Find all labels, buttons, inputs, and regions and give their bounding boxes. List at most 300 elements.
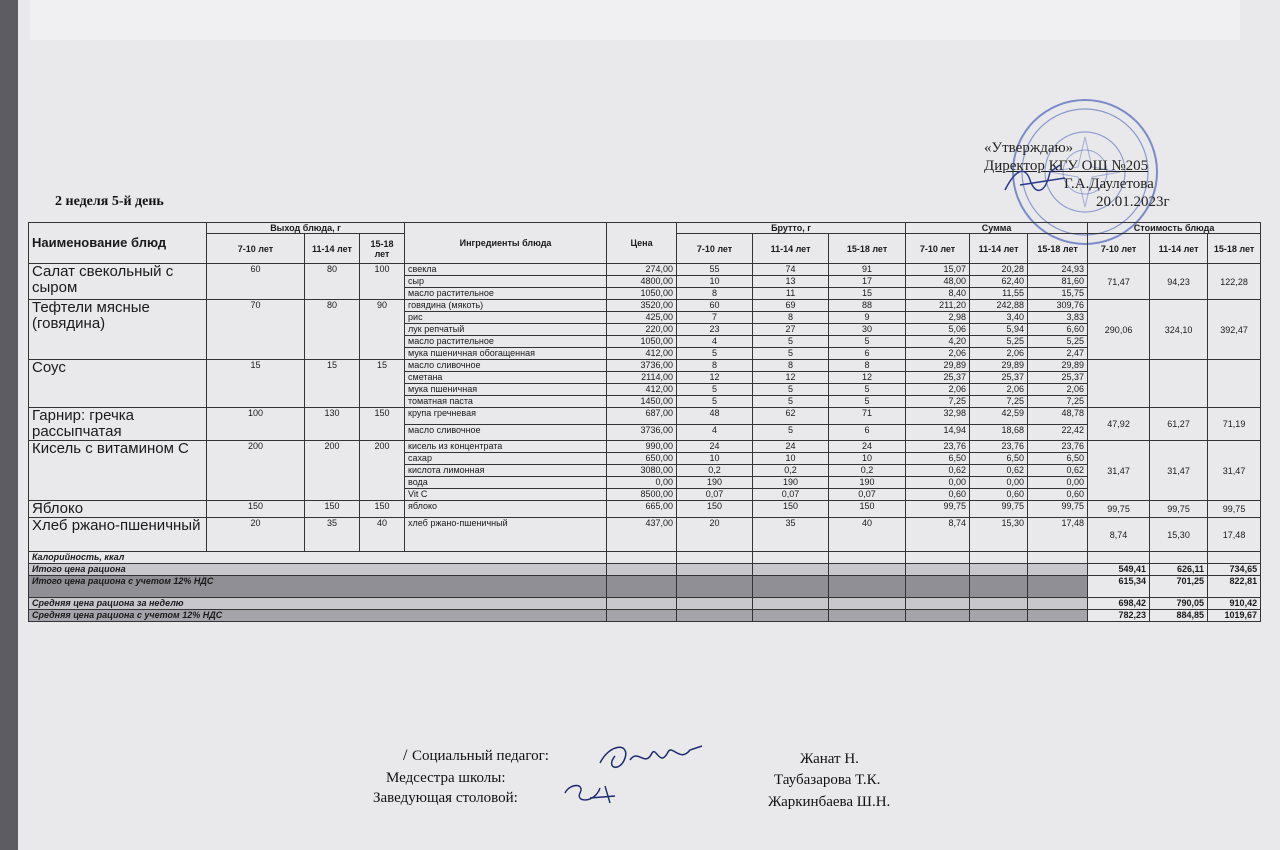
header-out-age2: 11-14 лет [305, 234, 360, 264]
sum-age1: 25,37 [906, 372, 970, 384]
dish-output-age2: 15 [305, 360, 360, 408]
brutto-age1: 4 [677, 336, 753, 348]
signature-name-3: Жаркинбаева Ш.Н. [768, 794, 891, 810]
ingredient-price: 3736,00 [607, 360, 677, 372]
sum-age3: 99,75 [1028, 501, 1088, 518]
summary-empty-cell [677, 610, 753, 622]
table-row [29, 501, 1261, 518]
brutto-age1: 48 [677, 408, 753, 425]
brutto-age2: 13 [753, 276, 829, 288]
brutto-age1: 20 [677, 518, 753, 552]
dish-name: Гарнир: гречка рассыпчатая [29, 408, 207, 441]
day-title: 2 неделя 5-й день [55, 194, 164, 209]
summary-empty-cell [677, 576, 753, 598]
ingredient-name: масло растительное [405, 336, 607, 348]
dish-output-age3: 150 [360, 501, 405, 518]
brutto-age2: 69 [753, 300, 829, 312]
dish-output-age1: 60 [207, 264, 305, 300]
ingredient-price: 437,00 [607, 518, 677, 552]
brutto-age1: 60 [677, 300, 753, 312]
header-cost-age1: 7-10 лет [1088, 234, 1150, 264]
signature-role-1: Социальный педагог: [412, 748, 549, 764]
sum-age2: 15,30 [970, 518, 1028, 552]
sum-age3: 2,06 [1028, 384, 1088, 396]
dish-cost-age1: 99,75 [1088, 501, 1150, 518]
sum-age3: 0,60 [1028, 489, 1088, 501]
ingredient-name: масло сливочное [405, 424, 607, 441]
brutto-age1: 23 [677, 324, 753, 336]
ingredient-name: мука пшеничная [405, 384, 607, 396]
signature-role-2: Медсестра школы: [386, 770, 506, 786]
brutto-age3: 8 [829, 360, 906, 372]
header-price: Цена [607, 223, 677, 264]
approval-line1: «Утверждаю» [984, 140, 1074, 156]
header-dish-name: Наименование блюд [29, 223, 207, 264]
header-brutto-age2: 11-14 лет [753, 234, 829, 264]
sum-age2: 5,25 [970, 336, 1028, 348]
approval-line4: 20.01.2023г [1096, 194, 1170, 210]
ingredient-price: 3736,00 [607, 424, 677, 441]
summary-label: Калорийность, ккал [29, 552, 607, 564]
dish-output-age2: 80 [305, 300, 360, 360]
brutto-age1: 150 [677, 501, 753, 518]
brutto-age2: 5 [753, 396, 829, 408]
summary-empty-cell [753, 576, 829, 598]
brutto-age3: 0,07 [829, 489, 906, 501]
summary-value-age3: 822,81 [1208, 576, 1261, 598]
brutto-age1: 8 [677, 360, 753, 372]
header-sum-age1: 7-10 лет [906, 234, 970, 264]
sum-age3: 23,76 [1028, 441, 1088, 453]
dish-output-age2: 150 [305, 501, 360, 518]
sum-age3: 2,47 [1028, 348, 1088, 360]
brutto-age2: 5 [753, 336, 829, 348]
ingredient-name: лук репчатый [405, 324, 607, 336]
dish-output-age3: 15 [360, 360, 405, 408]
social-pedagogue-signature [590, 738, 710, 783]
summary-empty-cell [753, 564, 829, 576]
summary-empty-cell [753, 552, 829, 564]
ingredient-price: 990,00 [607, 441, 677, 453]
brutto-age3: 190 [829, 477, 906, 489]
brutto-age1: 7 [677, 312, 753, 324]
header-sum-age3: 15-18 лет [1028, 234, 1088, 264]
summary-empty-cell [906, 552, 970, 564]
summary-empty-cell [906, 598, 970, 610]
sum-age3: 7,25 [1028, 396, 1088, 408]
brutto-age1: 0,07 [677, 489, 753, 501]
paper-top [30, 0, 1240, 40]
header-sum-age2: 11-14 лет [970, 234, 1028, 264]
sum-age2: 3,40 [970, 312, 1028, 324]
header-cost-age3: 15-18 лет [1208, 234, 1261, 264]
brutto-age3: 5 [829, 336, 906, 348]
dish-output-age1: 150 [207, 501, 305, 518]
brutto-age3: 5 [829, 396, 906, 408]
ingredient-price: 2114,00 [607, 372, 677, 384]
brutto-age3: 30 [829, 324, 906, 336]
sum-age3: 3,83 [1028, 312, 1088, 324]
dish-output-age3: 150 [360, 408, 405, 441]
summary-empty-cell [906, 576, 970, 598]
ingredient-name: свекла [405, 264, 607, 276]
ingredient-price: 3520,00 [607, 300, 677, 312]
brutto-age1: 190 [677, 477, 753, 489]
brutto-age3: 0,2 [829, 465, 906, 477]
sum-age1: 0,00 [906, 477, 970, 489]
sum-age2: 42,59 [970, 408, 1028, 425]
brutto-age2: 62 [753, 408, 829, 425]
ingredient-price: 425,00 [607, 312, 677, 324]
dish-output-age2: 35 [305, 518, 360, 552]
dish-name: Соус [29, 360, 207, 408]
table-row [29, 518, 1261, 552]
sum-age1: 4,20 [906, 336, 970, 348]
dish-output-age1: 15 [207, 360, 305, 408]
summary-empty-cell [829, 564, 906, 576]
brutto-age3: 71 [829, 408, 906, 425]
brutto-age2: 0,07 [753, 489, 829, 501]
table-row [29, 360, 1261, 372]
brutto-age2: 5 [753, 348, 829, 360]
summary-empty-cell [970, 598, 1028, 610]
brutto-age3: 150 [829, 501, 906, 518]
ingredient-name: Vit C [405, 489, 607, 501]
summary-value-age3: 734,65 [1208, 564, 1261, 576]
dish-cost-age2: 15,30 [1150, 518, 1208, 552]
brutto-age1: 0,2 [677, 465, 753, 477]
dish-name: Яблоко [29, 501, 207, 518]
sum-age3: 0,62 [1028, 465, 1088, 477]
sum-age2: 242,88 [970, 300, 1028, 312]
sum-age2: 5,94 [970, 324, 1028, 336]
table-row [29, 441, 1261, 453]
sum-age1: 48,00 [906, 276, 970, 288]
dish-cost-age1: 71,47 [1088, 264, 1150, 300]
brutto-age3: 12 [829, 372, 906, 384]
dish-cost-age2: 61,27 [1150, 408, 1208, 441]
brutto-age1: 24 [677, 441, 753, 453]
summary-value-age2: 701,25 [1150, 576, 1208, 598]
dish-name: Салат свекольный с сыром [29, 264, 207, 300]
ingredient-price: 1450,00 [607, 396, 677, 408]
summary-value-age1: 549,41 [1088, 564, 1150, 576]
summary-empty-cell [1028, 576, 1088, 598]
brutto-age2: 11 [753, 288, 829, 300]
brutto-age2: 24 [753, 441, 829, 453]
summary-empty-cell [607, 564, 677, 576]
summary-empty-cell [829, 610, 906, 622]
brutto-age2: 10 [753, 453, 829, 465]
brutto-age1: 5 [677, 384, 753, 396]
sum-age2: 7,25 [970, 396, 1028, 408]
brutto-age1: 4 [677, 424, 753, 441]
sum-age3: 22,42 [1028, 424, 1088, 441]
sum-age1: 211,20 [906, 300, 970, 312]
brutto-age1: 12 [677, 372, 753, 384]
sum-age3: 6,60 [1028, 324, 1088, 336]
sum-age2: 0,60 [970, 489, 1028, 501]
header-cost-age2: 11-14 лет [1150, 234, 1208, 264]
header-output: Выход блюда, г [207, 223, 405, 234]
approval-line3: Г.А.Даулетова [1064, 176, 1154, 192]
dish-cost-age3: 71,19 [1208, 408, 1261, 441]
dish-output-age3: 90 [360, 300, 405, 360]
summary-empty-cell [970, 564, 1028, 576]
summary-empty-cell [829, 552, 906, 564]
summary-empty-cell [829, 598, 906, 610]
sum-age1: 8,40 [906, 288, 970, 300]
sum-age3: 24,93 [1028, 264, 1088, 276]
sum-age2: 11,55 [970, 288, 1028, 300]
ingredient-price: 650,00 [607, 453, 677, 465]
summary-label: Итого цена рациона с учетом 12% НДС [29, 576, 607, 598]
summary-empty-cell [970, 610, 1028, 622]
dish-cost-age1: 47,92 [1088, 408, 1150, 441]
sum-age2: 0,00 [970, 477, 1028, 489]
summary-value-age3 [1208, 552, 1261, 564]
director-signature [1000, 160, 1070, 200]
brutto-age1: 5 [677, 396, 753, 408]
brutto-age2: 190 [753, 477, 829, 489]
sum-age3: 48,78 [1028, 408, 1088, 425]
summary-empty-cell [1028, 552, 1088, 564]
summary-row [29, 576, 1261, 598]
summary-label: Средняя цена рациона за неделю [29, 598, 607, 610]
slash-mark: / [403, 747, 408, 764]
dish-cost-age3: 31,47 [1208, 441, 1261, 501]
ingredient-price: 1050,00 [607, 336, 677, 348]
sum-age3: 81,60 [1028, 276, 1088, 288]
sum-age1: 7,25 [906, 396, 970, 408]
sum-age2: 25,37 [970, 372, 1028, 384]
sum-age3: 0,00 [1028, 477, 1088, 489]
ingredient-price: 665,00 [607, 501, 677, 518]
dish-cost-age1: 31,47 [1088, 441, 1150, 501]
sum-age2: 0,62 [970, 465, 1028, 477]
brutto-age2: 5 [753, 384, 829, 396]
summary-empty-cell [753, 610, 829, 622]
ingredient-price: 3080,00 [607, 465, 677, 477]
dish-cost-age2: 94,23 [1150, 264, 1208, 300]
sum-age1: 14,94 [906, 424, 970, 441]
ingredient-price: 0,00 [607, 477, 677, 489]
dish-cost-age2: 99,75 [1150, 501, 1208, 518]
summary-empty-cell [607, 610, 677, 622]
summary-empty-cell [607, 576, 677, 598]
dish-cost-age1: 8,74 [1088, 518, 1150, 552]
sum-age3: 17,48 [1028, 518, 1088, 552]
dish-output-age3: 200 [360, 441, 405, 501]
brutto-age1: 8 [677, 288, 753, 300]
summary-row [29, 552, 1261, 564]
brutto-age3: 24 [829, 441, 906, 453]
brutto-age2: 12 [753, 372, 829, 384]
signature-name-2: Таубазарова Т.К. [774, 772, 881, 788]
summary-value-age2 [1150, 552, 1208, 564]
brutto-age3: 9 [829, 312, 906, 324]
sum-age2: 6,50 [970, 453, 1028, 465]
brutto-age2: 150 [753, 501, 829, 518]
summary-empty-cell [607, 552, 677, 564]
summary-value-age1: 782,23 [1088, 610, 1150, 622]
brutto-age1: 10 [677, 453, 753, 465]
ingredient-price: 412,00 [607, 348, 677, 360]
brutto-age3: 10 [829, 453, 906, 465]
ingredient-name: вода [405, 477, 607, 489]
brutto-age3: 15 [829, 288, 906, 300]
sum-age2: 2,06 [970, 384, 1028, 396]
summary-value-age1: 615,34 [1088, 576, 1150, 598]
brutto-age2: 8 [753, 312, 829, 324]
ingredient-price: 687,00 [607, 408, 677, 425]
sum-age1: 8,74 [906, 518, 970, 552]
dish-output-age3: 40 [360, 518, 405, 552]
dish-cost-age3: 99,75 [1208, 501, 1261, 518]
sum-age3: 6,50 [1028, 453, 1088, 465]
sum-age3: 25,37 [1028, 372, 1088, 384]
summary-value-age1: 698,42 [1088, 598, 1150, 610]
ingredient-name: мука пшеничная обогащенная [405, 348, 607, 360]
sum-age2: 62,40 [970, 276, 1028, 288]
dish-cost-age1 [1088, 360, 1150, 408]
dish-cost-age3: 17,48 [1208, 518, 1261, 552]
menu-table [28, 222, 1261, 622]
sum-age1: 2,06 [906, 348, 970, 360]
dish-cost-age3 [1208, 360, 1261, 408]
sum-age1: 2,06 [906, 384, 970, 396]
sum-age2: 2,06 [970, 348, 1028, 360]
summary-empty-cell [677, 552, 753, 564]
dish-output-age2: 130 [305, 408, 360, 441]
dish-name: Тефтели мясные (говядина) [29, 300, 207, 360]
sum-age1: 15,07 [906, 264, 970, 276]
header-out-age1: 7-10 лет [207, 234, 305, 264]
summary-row [29, 610, 1261, 622]
ingredient-name: хлеб ржано-пшеничный [405, 518, 607, 552]
ingredient-name: говядина (мякоть) [405, 300, 607, 312]
ingredient-name: сыр [405, 276, 607, 288]
ingredient-name: сахар [405, 453, 607, 465]
summary-empty-cell [677, 564, 753, 576]
dish-cost-age1: 290,06 [1088, 300, 1150, 360]
ingredient-name: яблоко [405, 501, 607, 518]
header-brutto-age1: 7-10 лет [677, 234, 753, 264]
summary-empty-cell [829, 576, 906, 598]
dish-output-age2: 200 [305, 441, 360, 501]
ingredient-price: 1050,00 [607, 288, 677, 300]
sum-age2: 20,28 [970, 264, 1028, 276]
signature-name-1: Жанат Н. [800, 751, 859, 767]
brutto-age1: 55 [677, 264, 753, 276]
sum-age1: 2,98 [906, 312, 970, 324]
table-row [29, 300, 1261, 312]
sum-age3: 29,89 [1028, 360, 1088, 372]
table-row [29, 408, 1261, 425]
dish-output-age1: 70 [207, 300, 305, 360]
header-sum: Сумма [906, 223, 1088, 234]
ingredient-name: масло сливочное [405, 360, 607, 372]
header-cost: Стоимость блюда [1088, 223, 1261, 234]
summary-empty-cell [753, 598, 829, 610]
dish-output-age1: 20 [207, 518, 305, 552]
sum-age3: 15,75 [1028, 288, 1088, 300]
table-row [29, 264, 1261, 276]
summary-value-age2: 790,05 [1150, 598, 1208, 610]
ingredient-name: кислота лимонная [405, 465, 607, 477]
header-out-age3: 15-18 лет [360, 234, 405, 264]
dish-cost-age2 [1150, 360, 1208, 408]
sum-age1: 0,60 [906, 489, 970, 501]
brutto-age3: 17 [829, 276, 906, 288]
dish-output-age2: 80 [305, 264, 360, 300]
summary-value-age3: 1019,67 [1208, 610, 1261, 622]
brutto-age2: 74 [753, 264, 829, 276]
summary-empty-cell [970, 552, 1028, 564]
summary-empty-cell [906, 564, 970, 576]
dish-cost-age2: 324,10 [1150, 300, 1208, 360]
summary-empty-cell [906, 610, 970, 622]
brutto-age3: 88 [829, 300, 906, 312]
sum-age1: 29,89 [906, 360, 970, 372]
dish-name: Хлеб ржано-пшеничный [29, 518, 207, 552]
sum-age3: 5,25 [1028, 336, 1088, 348]
ingredient-price: 8500,00 [607, 489, 677, 501]
signature-role-3: Заведующая столовой: [373, 790, 518, 806]
dish-output-age3: 100 [360, 264, 405, 300]
dish-output-age1: 100 [207, 408, 305, 441]
brutto-age3: 5 [829, 384, 906, 396]
dish-name: Кисель с витамином С [29, 441, 207, 501]
summary-value-age1 [1088, 552, 1150, 564]
sum-age2: 18,68 [970, 424, 1028, 441]
sum-age2: 29,89 [970, 360, 1028, 372]
ingredient-price: 274,00 [607, 264, 677, 276]
ingredient-price: 220,00 [607, 324, 677, 336]
summary-label: Итого цена рациона [29, 564, 607, 576]
summary-row [29, 564, 1261, 576]
sum-age3: 309,76 [1028, 300, 1088, 312]
brutto-age2: 5 [753, 424, 829, 441]
dish-cost-age3: 392,47 [1208, 300, 1261, 360]
summary-empty-cell [1028, 564, 1088, 576]
sum-age1: 23,76 [906, 441, 970, 453]
header-brutto: Брутто, г [677, 223, 906, 234]
summary-empty-cell [607, 598, 677, 610]
sum-age1: 5,06 [906, 324, 970, 336]
dish-output-age1: 200 [207, 441, 305, 501]
summary-empty-cell [677, 598, 753, 610]
brutto-age3: 6 [829, 348, 906, 360]
sum-age1: 0,62 [906, 465, 970, 477]
brutto-age3: 6 [829, 424, 906, 441]
ingredient-name: сметана [405, 372, 607, 384]
summary-empty-cell [1028, 610, 1088, 622]
canteen-head-signature [560, 778, 630, 808]
header-brutto-age3: 15-18 лет [829, 234, 906, 264]
summary-row [29, 598, 1261, 610]
brutto-age1: 10 [677, 276, 753, 288]
approval-line2: Директор КГУ ОШ №205 [984, 158, 1149, 174]
sum-age1: 99,75 [906, 501, 970, 518]
brutto-age2: 35 [753, 518, 829, 552]
summary-empty-cell [970, 576, 1028, 598]
ingredient-name: масло растительное [405, 288, 607, 300]
brutto-age1: 5 [677, 348, 753, 360]
sum-age2: 99,75 [970, 501, 1028, 518]
summary-value-age2: 626,11 [1150, 564, 1208, 576]
brutto-age2: 27 [753, 324, 829, 336]
